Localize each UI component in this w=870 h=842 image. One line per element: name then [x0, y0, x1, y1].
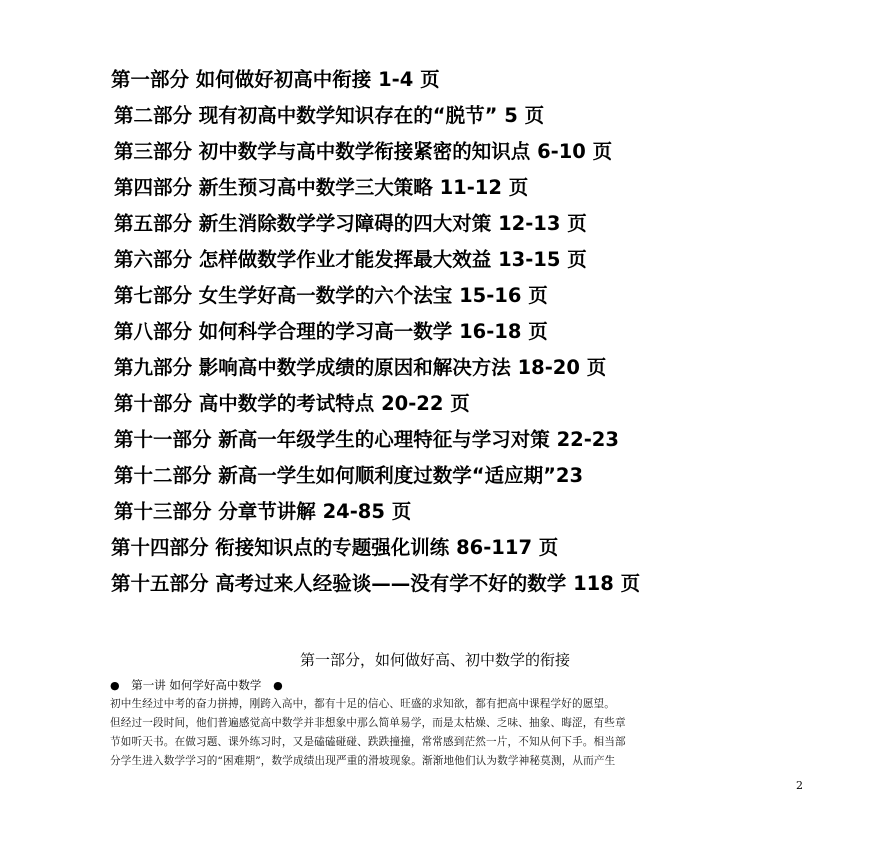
toc-entry-3: 第三部分 初中数学与高中数学衔接紧密的知识点 6-10 页 [114, 140, 613, 163]
toc-entry-11: 第十一部分 新高一年级学生的心理特征与学习对策 22-23 [114, 428, 619, 451]
toc-entry-15: 第十五部分 高考过来人经验谈——没有学不好的数学 118 页 [111, 572, 641, 595]
toc-entry-6: 第六部分 怎样做数学作业才能发挥最大效益 13-15 页 [114, 248, 587, 271]
toc-entry-4: 第四部分 新生预习高中数学三大策略 11-12 页 [114, 176, 529, 199]
lecture-title: 第一讲 如何学好高中数学 [131, 678, 262, 692]
toc-entry-14: 第十四部分 衔接知识点的专题强化训练 86-117 页 [111, 536, 559, 559]
toc-entry-9: 第九部分 影响高中数学成绩的原因和解决方法 18-20 页 [114, 356, 607, 379]
page-number: 2 [796, 779, 803, 792]
toc-entry-8: 第八部分 如何科学合理的学习高一数学 16-18 页 [114, 320, 548, 343]
toc-entry-7: 第七部分 女生学好高一数学的六个法宝 15-16 页 [114, 284, 548, 307]
toc-entry-5: 第五部分 新生消除数学学习障碍的四大对策 12-13 页 [114, 212, 587, 235]
toc-entry-1: 第一部分 如何做好初高中衔接 1-4 页 [111, 68, 440, 91]
paragraph-line-4: 分学生进入数学学习的“困难期”，数学成绩出现严重的滑坡现象。渐渐地他们认为数学神秘莫测，从而产生 [110, 755, 616, 767]
lecture-heading [110, 677, 283, 694]
section-heading: 第一部分，如何做好高、初中数学的衔接 [299, 651, 570, 669]
paragraph-line-2: 但经过一段时间，他们普遍感觉高中数学并非想象中那么简单易学，而是太枯燥、乏味、抽象、晦涩，有些章 [110, 717, 626, 729]
paragraph-line-1: 初中生经过中考的奋力拼搏，刚跨入高中，都有十足的信心、旺盛的求知欲，都有把高中课程学好的愿望。 [110, 698, 615, 710]
toc-entry-13: 第十三部分 分章节讲解 24-85 页 [114, 500, 412, 523]
toc-entry-12: 第十二部分 新高一学生如何顺利度过数学“适应期”23 [114, 464, 584, 487]
bullet-end-icon: ● [273, 679, 283, 692]
bullet-icon: ● [110, 679, 120, 692]
paragraph-line-3: 节如听天书。在做习题、课外练习时，又是磕磕碰碰、跌跌撞撞，常常感到茫然一片，不知从何下手。相当部 [110, 736, 626, 748]
toc-entry-10: 第十部分 高中数学的考试特点 20-22 页 [114, 392, 470, 415]
toc-entry-2: 第二部分 现有初高中数学知识存在的“脱节” 5 页 [114, 104, 545, 127]
